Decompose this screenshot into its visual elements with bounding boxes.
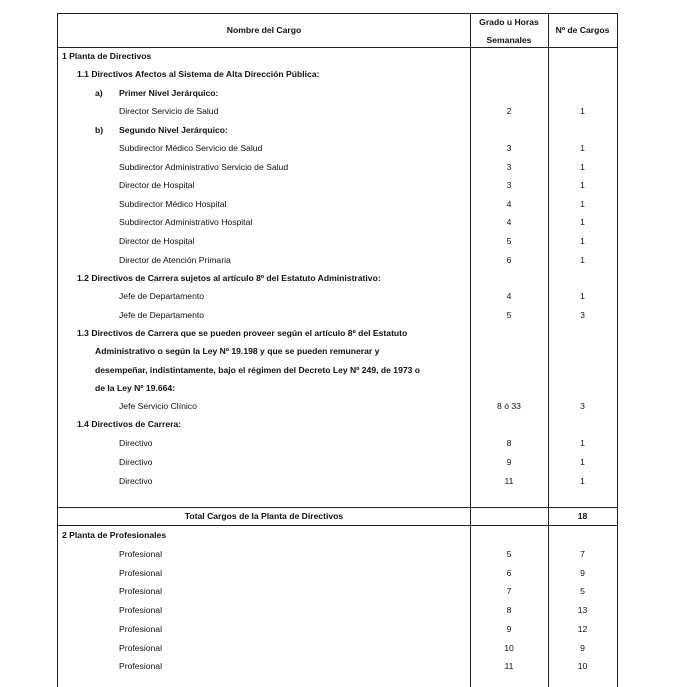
row-count: 5 (580, 586, 585, 597)
row-grade: 11 (504, 661, 514, 672)
row-count: 9 (580, 642, 585, 653)
row-grade: 9 (506, 623, 512, 634)
subsection-1-4: 1.4 Directivos de Carrera: (77, 419, 182, 429)
row-grade: 2 (506, 106, 512, 116)
row-grade: 3 (506, 161, 512, 172)
row-count: 13 (577, 605, 588, 616)
row-count: 1 (580, 161, 585, 172)
level-letter-b: b) (95, 125, 104, 135)
row-count: 1 (580, 217, 585, 228)
row-count: 1 (580, 180, 585, 191)
header-name: Nombre del Cargo (226, 25, 302, 35)
total-value: 18 (577, 511, 588, 521)
subsection-1-2: 1.2 Directivos de Carrera sujetos al artículo 8º del Estatuto Administrativo: (77, 273, 381, 283)
row-name: Jefe Servicio Clínico (119, 401, 197, 411)
row-count: 3 (580, 309, 585, 320)
row-name: Jefe de Departamento (119, 291, 205, 301)
row-name: Subdirector Médico Servicio de Salud (119, 143, 263, 153)
row-count: 12 (577, 623, 588, 634)
positions-table (57, 13, 618, 687)
row-count: 1 (580, 291, 585, 301)
row-count: 1 (580, 198, 585, 209)
header-grade-line1: Grado u Horas (479, 17, 539, 27)
row-grade: 11 (504, 475, 514, 486)
row-name: Profesional (119, 642, 162, 653)
row-grade: 4 (506, 217, 512, 228)
row-name: Director de Atención Primaria (119, 254, 231, 265)
row-name: Profesional (119, 586, 162, 597)
level-label-b: Segundo Nivel Jerárquico: (119, 125, 228, 135)
subsection-1-3-line3: desempeñar, indistintamente, bajo el régimen del Decreto Ley Nº 249, de 1973 o (95, 365, 421, 375)
row-count: 9 (580, 567, 585, 578)
row-name: Director de Hospital (119, 236, 195, 246)
row-count: 1 (580, 236, 585, 246)
row-name: Subdirector Médico Hospital (119, 198, 227, 209)
subsection-1-3-line2: Administrativo o según la Ley Nº 19.198 y que se pueden remunerar y (95, 346, 380, 356)
row-count: 1 (580, 456, 585, 467)
row-count: 1 (580, 106, 585, 116)
subsection-1-1: 1.1 Directivos Afectos al Sistema de Alta Dirección Pública: (77, 69, 320, 79)
row-count: 1 (580, 438, 585, 448)
row-count: 10 (577, 661, 588, 672)
level-label-a: Primer Nivel Jerárquico: (119, 88, 219, 98)
row-name: Profesional (119, 605, 162, 616)
row-count: 1 (580, 254, 585, 265)
level-letter-a: a) (95, 88, 103, 98)
total-divider-bottom (58, 525, 617, 526)
row-grade: 8 (506, 438, 512, 448)
row-grade: 5 (506, 549, 512, 559)
row-grade: 8 ó 33 (497, 401, 521, 411)
row-count: 1 (580, 143, 585, 153)
row-count: 7 (580, 549, 585, 559)
row-name: Director Servicio de Salud (119, 106, 219, 116)
row-name: Directivo (119, 456, 153, 467)
header-count: Nº de Cargos (555, 25, 610, 35)
row-grade: 6 (506, 254, 512, 265)
section-title-profesionales: 2 Planta de Profesionales (62, 530, 167, 540)
row-count: 3 (580, 401, 585, 411)
row-grade: 6 (506, 567, 512, 578)
row-grade: 9 (506, 456, 512, 467)
row-name: Profesional (119, 549, 162, 559)
header-divider (58, 47, 617, 48)
total-label: Total Cargos de la Planta de Directivos (184, 511, 344, 521)
row-grade: 4 (506, 291, 512, 301)
row-name: Profesional (119, 623, 162, 634)
row-name: Director de Hospital (119, 180, 195, 191)
row-grade: 10 (504, 642, 514, 653)
row-grade: 5 (506, 309, 512, 320)
row-name: Profesional (119, 567, 162, 578)
row-grade: 3 (506, 180, 512, 191)
row-grade: 7 (506, 586, 512, 597)
row-grade: 5 (506, 236, 512, 246)
row-grade: 8 (506, 605, 512, 616)
row-name: Directivo (119, 438, 153, 448)
row-count: 1 (580, 475, 585, 486)
row-name: Subdirector Administrativo Hospital (119, 217, 253, 228)
total-divider-top (58, 507, 617, 508)
subsection-1-3-line1: 1.3 Directivos de Carrera que se pueden proveer según el artículo 8º del Estatuto (77, 328, 408, 338)
header-grade-line2: Semanales (486, 35, 532, 45)
row-name: Jefe de Departamento (119, 309, 205, 320)
row-name: Profesional (119, 661, 162, 672)
row-grade: 3 (506, 143, 512, 153)
row-name: Subdirector Administrativo Servicio de Salud (119, 161, 289, 172)
row-name: Directivo (119, 475, 153, 486)
row-grade: 4 (506, 198, 512, 209)
subsection-1-3-line4: de la Ley Nº 19.664: (95, 383, 176, 393)
section-title-directivos: 1 Planta de Directivos (62, 51, 152, 61)
